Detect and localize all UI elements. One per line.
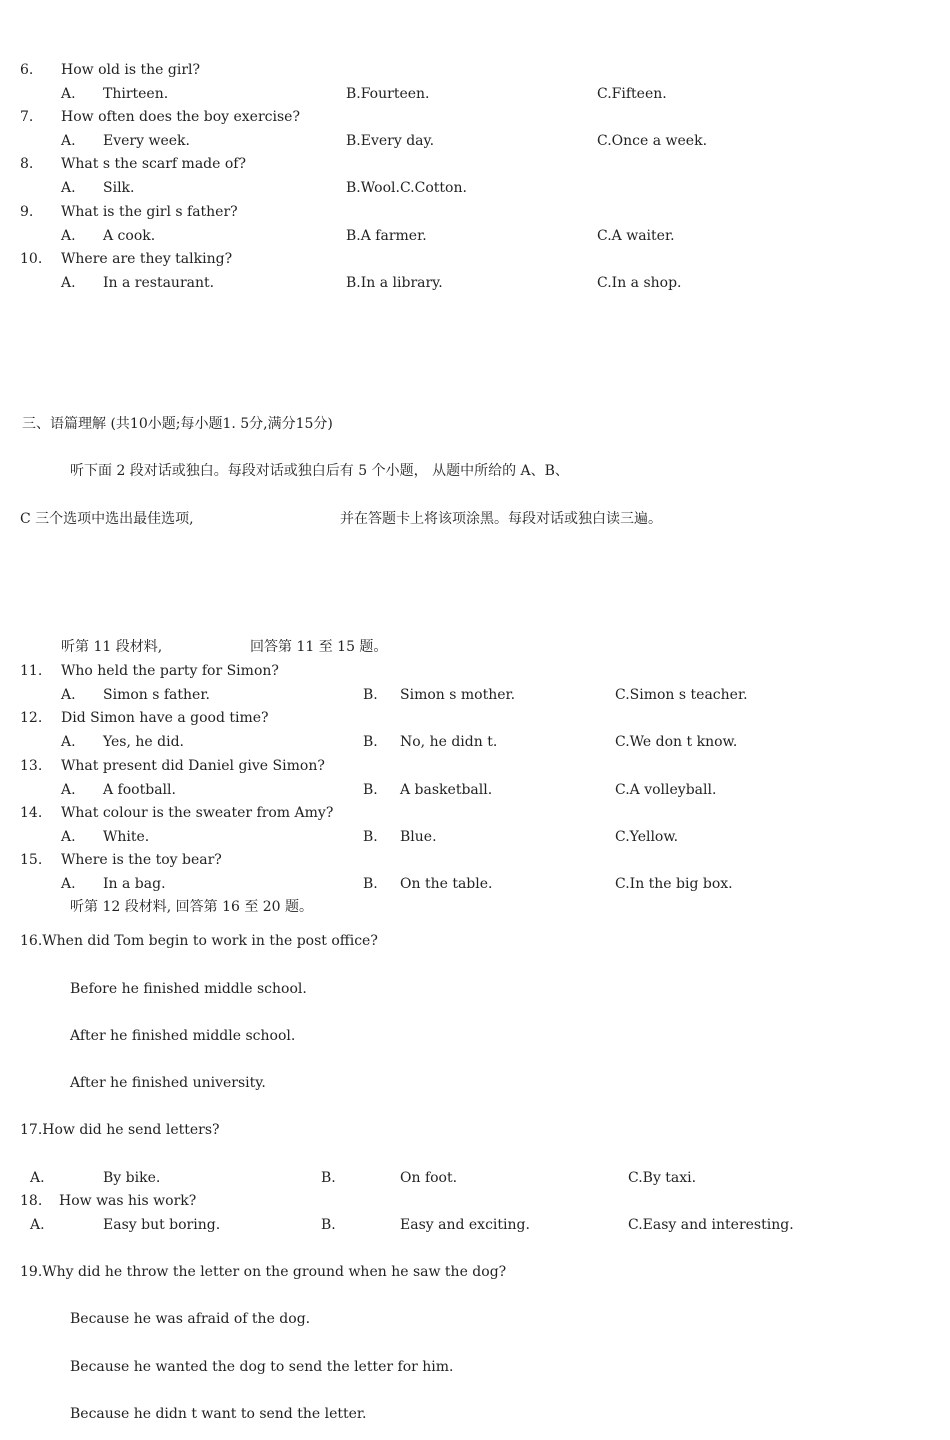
q12-option-b-letter: B. bbox=[363, 734, 378, 750]
q11-stem: Who held the party for Simon? bbox=[61, 663, 279, 679]
q12-option-c: C.We don t know. bbox=[615, 734, 738, 750]
q17-option-b: On foot. bbox=[400, 1170, 458, 1186]
q18-option-c: C.Easy and interesting. bbox=[628, 1217, 794, 1233]
q8-option-b-c: B.Wool.C.Cotton. bbox=[346, 180, 467, 196]
q15-number: 15. bbox=[20, 852, 43, 868]
q18-option-a-letter: A. bbox=[30, 1217, 45, 1233]
q11-option-c: C.Simon s teacher. bbox=[615, 687, 748, 703]
q6-stem: How old is the girl? bbox=[61, 62, 200, 78]
q17-option-b-letter: B. bbox=[321, 1170, 336, 1186]
q16-option-3: After he finished university. bbox=[70, 1075, 266, 1091]
q12-option-a: Yes, he did. bbox=[103, 734, 184, 750]
q17-option-a-letter: A. bbox=[30, 1170, 45, 1186]
q11-option-b: Simon s mother. bbox=[400, 687, 516, 703]
q9-number: 9. bbox=[20, 204, 34, 220]
instruction-line-2b: 并在答题卡上将该项涂黑。每段对话或独白读三遍。 bbox=[340, 511, 662, 527]
q18-option-a: Easy but boring. bbox=[103, 1217, 221, 1233]
q8-stem: What s the scarf made of? bbox=[61, 156, 246, 172]
q9-option-b: B.A farmer. bbox=[346, 228, 427, 244]
q8-option-a-letter: A. bbox=[61, 180, 76, 196]
q11-number: 11. bbox=[20, 663, 43, 679]
q17-option-a: By bike. bbox=[103, 1170, 161, 1186]
q14-option-b-letter: B. bbox=[363, 829, 378, 845]
section12-label: 听第 12 段材料, 回答第 16 至 20 题。 bbox=[70, 899, 314, 915]
q15-option-b: On the table. bbox=[400, 876, 493, 892]
section-heading: 三、语篇理解 (共10小题;每小题1. 5分,满分15分) bbox=[22, 416, 333, 432]
q12-stem: Did Simon have a good time? bbox=[61, 710, 269, 726]
q12-number: 12. bbox=[20, 710, 43, 726]
section11-label: 听第 11 段材料, bbox=[61, 639, 163, 655]
q13-number: 13. bbox=[20, 758, 43, 774]
q12-option-b: No, he didn t. bbox=[400, 734, 498, 750]
q16-option-1: Before he finished middle school. bbox=[70, 981, 307, 997]
q7-option-c: C.Once a week. bbox=[597, 133, 708, 149]
q13-option-b: A basketball. bbox=[400, 782, 493, 798]
q17-option-c: C.By taxi. bbox=[628, 1170, 697, 1186]
q18-option-b: Easy and exciting. bbox=[400, 1217, 530, 1233]
q11-option-a: Simon s father. bbox=[103, 687, 210, 703]
q14-number: 14. bbox=[20, 805, 43, 821]
q10-option-c: C.In a shop. bbox=[597, 275, 682, 291]
q16-option-2: After he finished middle school. bbox=[70, 1028, 296, 1044]
q19-option-3: Because he didn t want to send the letter. bbox=[70, 1406, 367, 1422]
q14-option-a-letter: A. bbox=[61, 829, 76, 845]
q9-option-c: C.A waiter. bbox=[597, 228, 675, 244]
q6-option-b: B.Fourteen. bbox=[346, 86, 430, 102]
q6-option-c: C.Fifteen. bbox=[597, 86, 667, 102]
q18-stem: How was his work? bbox=[59, 1193, 197, 1209]
q10-option-a-letter: A. bbox=[61, 275, 76, 291]
q8-option-a: Silk. bbox=[103, 180, 135, 196]
q15-option-b-letter: B. bbox=[363, 876, 378, 892]
q15-option-a-letter: A. bbox=[61, 876, 76, 892]
q19-option-1: Because he was afraid of the dog. bbox=[70, 1311, 311, 1327]
q13-stem: What present did Daniel give Simon? bbox=[61, 758, 325, 774]
q19-option-2: Because he wanted the dog to send the letter for him. bbox=[70, 1359, 454, 1375]
q6-option-a: Thirteen. bbox=[103, 86, 169, 102]
q7-option-b: B.Every day. bbox=[346, 133, 435, 149]
q10-option-a: In a restaurant. bbox=[103, 275, 215, 291]
q14-option-a: White. bbox=[103, 829, 150, 845]
q13-option-a: A football. bbox=[103, 782, 176, 798]
q7-stem: How often does the boy exercise? bbox=[61, 109, 300, 125]
q9-option-a-letter: A. bbox=[61, 228, 76, 244]
q10-number: 10. bbox=[20, 251, 43, 267]
q15-option-c: C.In the big box. bbox=[615, 876, 733, 892]
q19-stem: 19.Why did he throw the letter on the ground when he saw the dog? bbox=[20, 1264, 507, 1280]
q14-option-c: C.Yellow. bbox=[615, 829, 679, 845]
q13-option-a-letter: A. bbox=[61, 782, 76, 798]
q17-stem: 17.How did he send letters? bbox=[20, 1122, 220, 1138]
q15-option-a: In a bag. bbox=[103, 876, 166, 892]
q13-option-c: C.A volleyball. bbox=[615, 782, 717, 798]
q15-stem: Where is the toy bear? bbox=[61, 852, 222, 868]
q11-option-a-letter: A. bbox=[61, 687, 76, 703]
q10-stem: Where are they talking? bbox=[61, 251, 233, 267]
q7-option-a-letter: A. bbox=[61, 133, 76, 149]
section11-range: 回答第 11 至 15 题。 bbox=[250, 639, 388, 655]
q14-stem: What colour is the sweater from Amy? bbox=[61, 805, 334, 821]
instruction-line-2a: C 三个选项中选出最佳选项, bbox=[20, 511, 194, 527]
q6-number: 6. bbox=[20, 62, 34, 78]
q13-option-b-letter: B. bbox=[363, 782, 378, 798]
q12-option-a-letter: A. bbox=[61, 734, 76, 750]
q16-stem: 16.When did Tom begin to work in the post office? bbox=[20, 933, 378, 949]
q7-option-a: Every week. bbox=[103, 133, 190, 149]
q14-option-b: Blue. bbox=[400, 829, 437, 845]
q18-number: 18. bbox=[20, 1193, 43, 1209]
q9-option-a: A cook. bbox=[103, 228, 156, 244]
q8-number: 8. bbox=[20, 156, 34, 172]
q7-number: 7. bbox=[20, 109, 34, 125]
q18-option-b-letter: B. bbox=[321, 1217, 336, 1233]
q6-option-a-letter: A. bbox=[61, 86, 76, 102]
q9-stem: What is the girl s father? bbox=[61, 204, 238, 220]
q11-option-b-letter: B. bbox=[363, 687, 378, 703]
q10-option-b: B.In a library. bbox=[346, 275, 443, 291]
instruction-line-1: 听下面 2 段对话或独白。每段对话或独白后有 5 个小题， 从题中所给的 A、B、 bbox=[70, 463, 569, 479]
